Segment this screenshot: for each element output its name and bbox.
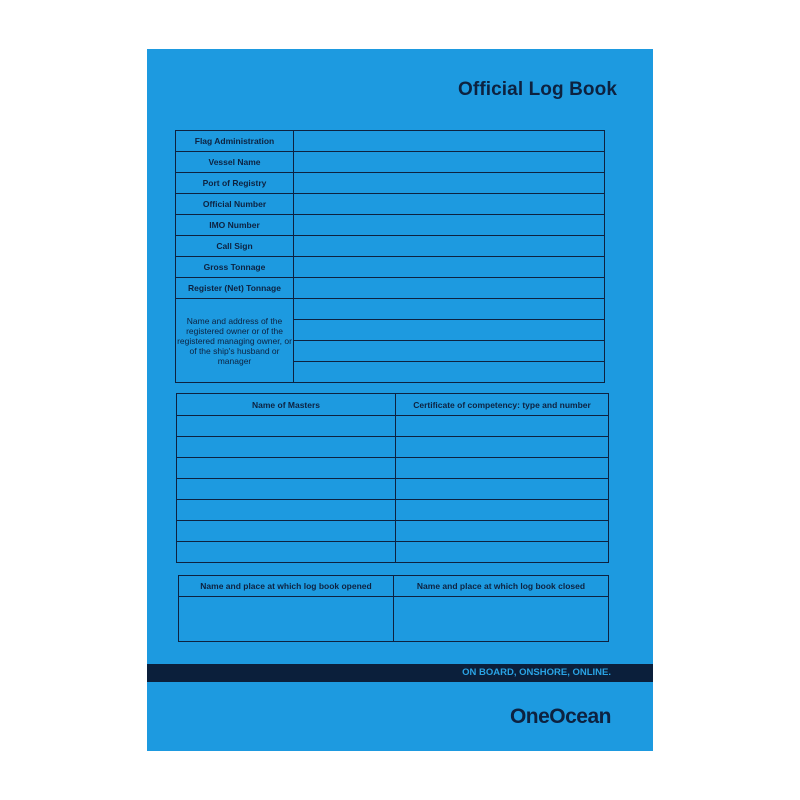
table-cell[interactable]: [396, 500, 609, 521]
closed-cell[interactable]: [394, 597, 609, 642]
table-row: [176, 194, 605, 215]
field-value[interactable]: [294, 341, 605, 362]
closed-header: Name and place at which log book closed: [394, 576, 609, 597]
table-cell[interactable]: [396, 542, 609, 563]
field-value[interactable]: [294, 236, 605, 257]
field-value[interactable]: [294, 257, 605, 278]
field-value[interactable]: [294, 299, 605, 320]
table-row: [177, 521, 609, 542]
table-cell[interactable]: [396, 521, 609, 542]
table-row: [177, 542, 609, 563]
vessel-particulars-table: [175, 130, 605, 383]
column-header-certificate: Certificate of competency: type and number: [396, 394, 609, 416]
field-label: Flag Administration: [176, 131, 294, 152]
owner-label: Name and address of the registered owner or of the registered managing owner, or of the ship's husband or manager: [176, 299, 294, 383]
table-header-row: [179, 576, 609, 597]
opened-cell[interactable]: [179, 597, 394, 642]
table-cell[interactable]: [396, 416, 609, 437]
brand-logo: OneOcean: [509, 705, 611, 728]
field-value[interactable]: [294, 278, 605, 299]
field-label: Call Sign: [176, 236, 294, 257]
field-value[interactable]: [294, 194, 605, 215]
table-row: [176, 152, 605, 173]
table-cell[interactable]: [177, 521, 396, 542]
field-value[interactable]: [294, 362, 605, 383]
table-row: [176, 215, 605, 236]
table-cell[interactable]: [177, 500, 396, 521]
field-value[interactable]: [294, 131, 605, 152]
field-label: Vessel Name: [176, 152, 294, 173]
table-cell[interactable]: [396, 437, 609, 458]
field-value[interactable]: [294, 173, 605, 194]
field-label: Gross Tonnage: [176, 257, 294, 278]
table-cell[interactable]: [396, 458, 609, 479]
table-row: [179, 597, 609, 642]
table-row: [177, 500, 609, 521]
table-row: [177, 416, 609, 437]
table-row: [176, 278, 605, 299]
table-cell[interactable]: [177, 542, 396, 563]
log-book-cover: [147, 49, 653, 751]
field-label: IMO Number: [176, 215, 294, 236]
field-label: Port of Registry: [176, 173, 294, 194]
page-title: Official Log Book: [458, 79, 617, 100]
table-header-row: [177, 394, 609, 416]
slogan-text: ON BOARD, ONSHORE, ONLINE.: [462, 667, 611, 678]
table-cell[interactable]: [177, 479, 396, 500]
opened-header: Name and place at which log book opened: [179, 576, 394, 597]
field-value[interactable]: [294, 152, 605, 173]
column-header-masters: Name of Masters: [177, 394, 396, 416]
field-value[interactable]: [294, 320, 605, 341]
log-book-opened-closed-table: [178, 575, 609, 642]
masters-table: [176, 393, 609, 563]
table-cell[interactable]: [177, 458, 396, 479]
table-cell[interactable]: [396, 479, 609, 500]
table-row: [176, 299, 605, 320]
table-row: [176, 236, 605, 257]
table-cell[interactable]: [177, 416, 396, 437]
table-row: [177, 479, 609, 500]
field-label: Official Number: [176, 194, 294, 215]
table-row: [176, 131, 605, 152]
table-row: [176, 257, 605, 278]
table-row: [176, 173, 605, 194]
field-value[interactable]: [294, 215, 605, 236]
field-label: Register (Net) Tonnage: [176, 278, 294, 299]
slogan-band: [147, 664, 653, 682]
table-cell[interactable]: [177, 437, 396, 458]
table-row: [177, 458, 609, 479]
table-row: [177, 437, 609, 458]
